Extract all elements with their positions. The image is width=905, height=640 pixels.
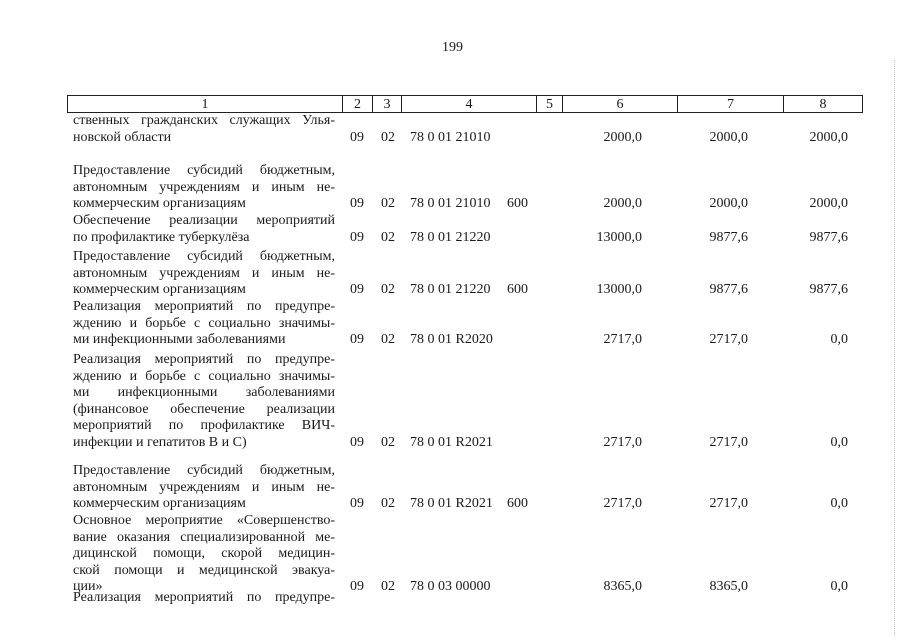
- description-line: Реализация мероприятий по предупре-: [73, 352, 335, 367]
- cell-c8: 0,0: [830, 434, 848, 450]
- row-description: [73, 590, 335, 607]
- cell-c6: 8365,0: [603, 579, 642, 594]
- description-line: инфекции и гепатитов В и С): [73, 434, 247, 450]
- description-line: (финансовое обеспечение реализации: [73, 401, 335, 417]
- cell-c5: 600: [507, 496, 528, 511]
- cell-c7: 9877,6: [709, 282, 748, 297]
- cell-c7: 2717,0: [709, 434, 748, 450]
- cell-c3: 02: [381, 196, 395, 211]
- description-line: ждению и борьбе с социально значимы-: [73, 368, 335, 384]
- row-description: [73, 463, 335, 513]
- cell-c7: 2000,0: [709, 196, 748, 211]
- cell-c4: 78 0 01 21220: [410, 229, 491, 245]
- cell-c2: 09: [350, 196, 364, 211]
- table-header: [67, 95, 863, 113]
- description-line: автономным учреждениям и иным не-: [73, 265, 335, 281]
- page-number: 199: [442, 40, 463, 55]
- cell-c7: 2717,0: [709, 496, 748, 511]
- cell-c2: 09: [350, 129, 364, 145]
- header-col-4: 4: [402, 96, 537, 112]
- description-line: Основное мероприятие «Совершенство-: [73, 513, 335, 528]
- description-line: новской области: [73, 129, 172, 145]
- cell-c4: 78 0 03 00000: [410, 579, 491, 594]
- description-line: коммерческим организациям: [73, 282, 246, 297]
- cell-c3: 02: [381, 496, 395, 511]
- cell-c8: 2000,0: [809, 196, 848, 211]
- cell-c6: 2717,0: [603, 332, 642, 347]
- description-line: Реализация мероприятий по предупре-: [73, 590, 335, 605]
- cell-c3: 02: [381, 129, 395, 145]
- description-line: автономным учреждениям и иным не-: [73, 179, 335, 195]
- description-line: мероприятий по профилактике ВИЧ-: [73, 418, 335, 433]
- description-line: Обеспечение реализации мероприятий: [73, 213, 335, 228]
- header-col-1: 1: [68, 96, 343, 112]
- cell-c2: 09: [350, 434, 364, 450]
- description-line: по профилактике туберкулёза: [73, 229, 250, 245]
- description-line: ми инфекционными заболеваниями: [73, 332, 286, 347]
- row-description: [73, 213, 335, 246]
- header-col-8: 8: [819, 97, 827, 112]
- header-col-2: 2: [343, 96, 373, 112]
- header-col-7: 7: [678, 96, 784, 112]
- cell-c3: 02: [381, 434, 395, 450]
- cell-c2: 09: [350, 579, 364, 594]
- description-line: автономным учреждениям и иным не-: [73, 479, 335, 495]
- cell-c6: 2000,0: [603, 196, 642, 211]
- cell-c8: 2000,0: [809, 129, 848, 145]
- cell-c5: 600: [507, 282, 528, 297]
- row-description: [73, 249, 335, 299]
- cell-c6: 13000,0: [596, 229, 642, 245]
- row-description: [73, 513, 335, 596]
- cell-c6: 2717,0: [603, 434, 642, 450]
- cell-c4: 78 0 01 R2021: [410, 496, 493, 511]
- cell-c3: 02: [381, 332, 395, 347]
- row-description: [73, 163, 335, 213]
- row-description: [73, 113, 335, 146]
- cell-c6: 13000,0: [596, 282, 642, 297]
- description-line: вание оказания специализированной ме-: [73, 529, 335, 545]
- description-line: ственных гражданских служащих Улья-: [73, 113, 335, 128]
- cell-c2: 09: [350, 332, 364, 347]
- cell-c2: 09: [350, 282, 364, 297]
- description-line: ждению и борьбе с социально значимы-: [73, 315, 335, 331]
- cell-c4: 78 0 01 21010: [410, 129, 491, 145]
- cell-c2: 09: [350, 496, 364, 511]
- cell-c4: 78 0 01 R2020: [410, 332, 493, 347]
- description-line: Реализация мероприятий по предупре-: [73, 299, 335, 314]
- cell-c5: 600: [507, 196, 528, 211]
- description-line: ской помощи и медицинской эвакуа-: [73, 562, 335, 578]
- cell-c2: 09: [350, 229, 364, 245]
- header-col-3: 3: [373, 96, 402, 112]
- cell-c8: 0,0: [830, 496, 848, 511]
- description-line: Предоставление субсидий бюджетным,: [73, 463, 335, 478]
- cell-c8: 0,0: [830, 332, 848, 347]
- header-col-5: 5: [537, 96, 563, 112]
- description-line: коммерческим организациям: [73, 196, 246, 211]
- description-line: ми инфекционными заболеваниями: [73, 385, 335, 400]
- cell-c6: 2000,0: [603, 129, 642, 145]
- cell-c4: 78 0 01 21010: [410, 196, 491, 211]
- description-line: дицинской помощи, скорой медицин-: [73, 546, 335, 561]
- cell-c8: 9877,6: [809, 282, 848, 297]
- row-description: [73, 299, 335, 349]
- description-line: коммерческим организациям: [73, 496, 246, 511]
- header-col-6: 6: [563, 96, 678, 112]
- scan-edge-marks: [894, 60, 901, 635]
- cell-c3: 02: [381, 229, 395, 245]
- description-line: Предоставление субсидий бюджетным,: [73, 163, 335, 178]
- row-description: [73, 352, 335, 451]
- description-line: ции»: [73, 579, 103, 594]
- cell-c8: 0,0: [830, 579, 848, 594]
- cell-c4: 78 0 01 21220: [410, 282, 491, 297]
- cell-c3: 02: [381, 282, 395, 297]
- cell-c6: 2717,0: [603, 496, 642, 511]
- cell-c8: 9877,6: [809, 229, 848, 245]
- cell-c7: 8365,0: [709, 579, 748, 594]
- cell-c3: 02: [381, 579, 395, 594]
- description-line: Предоставление субсидий бюджетным,: [73, 249, 335, 264]
- cell-c7: 2000,0: [709, 129, 748, 145]
- cell-c7: 9877,6: [709, 229, 748, 245]
- cell-c4: 78 0 01 R2021: [410, 434, 493, 450]
- cell-c7: 2717,0: [709, 332, 748, 347]
